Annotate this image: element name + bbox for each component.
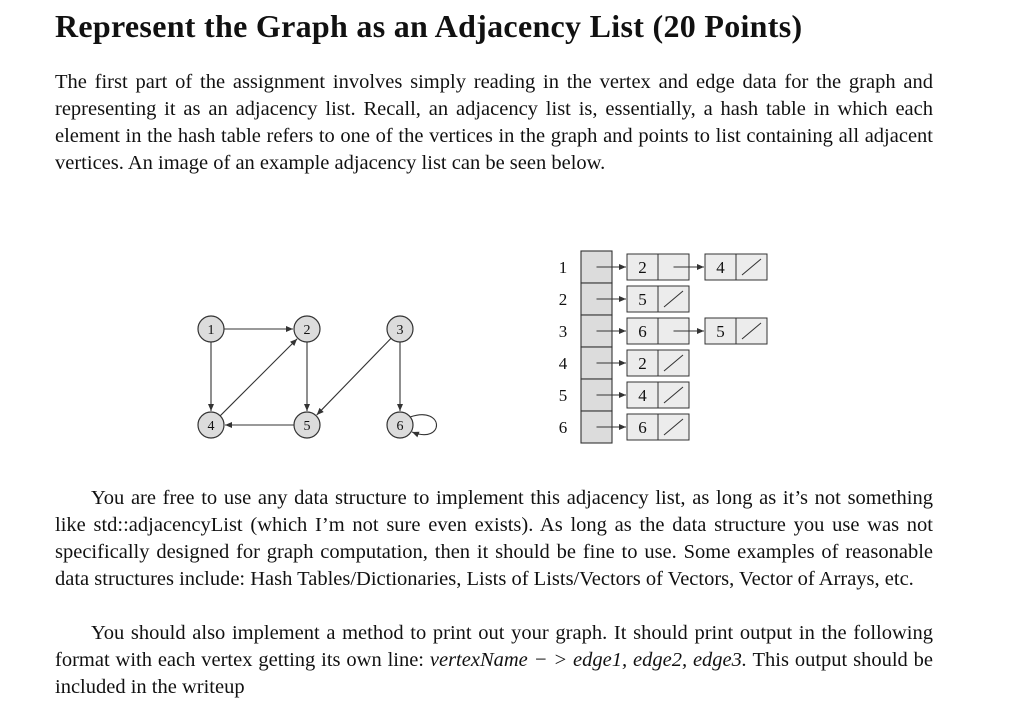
graph-nodes xyxy=(198,316,413,438)
para3-end: This output should be included in the writeup xyxy=(55,649,933,698)
adjacency-node-value: 6 xyxy=(638,418,647,437)
adjacency-node-value: 5 xyxy=(638,290,647,309)
intro-paragraph: The first part of the assignment involves simply reading in the vertex and edge data for the graph and representing it as an adjacency list. Recall, an adjacency list is, essentially, a hash table in which each element in the hash table refers to one of the vertices in the graph and points to list containing all adjacent vertices. An image of an example adjacency list can be seen below. xyxy=(55,71,933,174)
adjacency-node-value: 6 xyxy=(638,322,647,341)
graph-edge xyxy=(317,338,391,415)
adjacency-row-index: 5 xyxy=(558,386,568,405)
graph-vertex-label: 1 xyxy=(207,323,215,338)
adjacency-row-index: 1 xyxy=(558,258,568,277)
graph-vertex-label: 5 xyxy=(303,419,311,434)
adjacency-row-index: 4 xyxy=(558,354,568,373)
body-paragraph-1: You are free to use any data structure to implement this adjacency list, as long as it’s not something like std::adjacencyList (which I’m not sure even exists). As long as the data structure you use was not specifically designed for graph computation, then it should be fine to use. Some examples of reasonable data structures include: Hash Tables/Dictionaries, Lists of Lists/Vectors of Vectors, Vector of Arrays, etc. xyxy=(55,487,933,590)
section-title: Represent the Graph as an Adjacency List (20 Points) xyxy=(55,8,803,44)
adjacency-node-value: 4 xyxy=(716,258,725,277)
adjacency-node-value: 2 xyxy=(638,258,647,277)
graph-vertex-label: 3 xyxy=(396,323,404,338)
print-format-expression: vertexName − > edge1, edge2, edge3. xyxy=(429,649,748,671)
adjacency-row-index: 2 xyxy=(558,290,568,309)
graph-self-loop-edge xyxy=(410,415,437,435)
adjacency-node-value: 4 xyxy=(638,386,647,405)
adjacency-table xyxy=(559,251,767,443)
graph-edge xyxy=(220,339,297,416)
adjacency-row-index: 6 xyxy=(558,418,568,437)
adjacency-node-value: 2 xyxy=(638,354,647,373)
adjacency-row-index: 3 xyxy=(558,322,568,341)
graph-vertex-label: 2 xyxy=(303,323,311,338)
graph-vertex-label: 6 xyxy=(396,419,404,434)
body-paragraph-2 xyxy=(55,620,933,701)
adjacency-node-value: 5 xyxy=(716,322,725,341)
graph-vertex-label: 4 xyxy=(207,419,215,434)
para3-start: You should also implement a method to print out your graph. It should print output in the following format with each vertex getting its own line: xyxy=(55,622,933,671)
